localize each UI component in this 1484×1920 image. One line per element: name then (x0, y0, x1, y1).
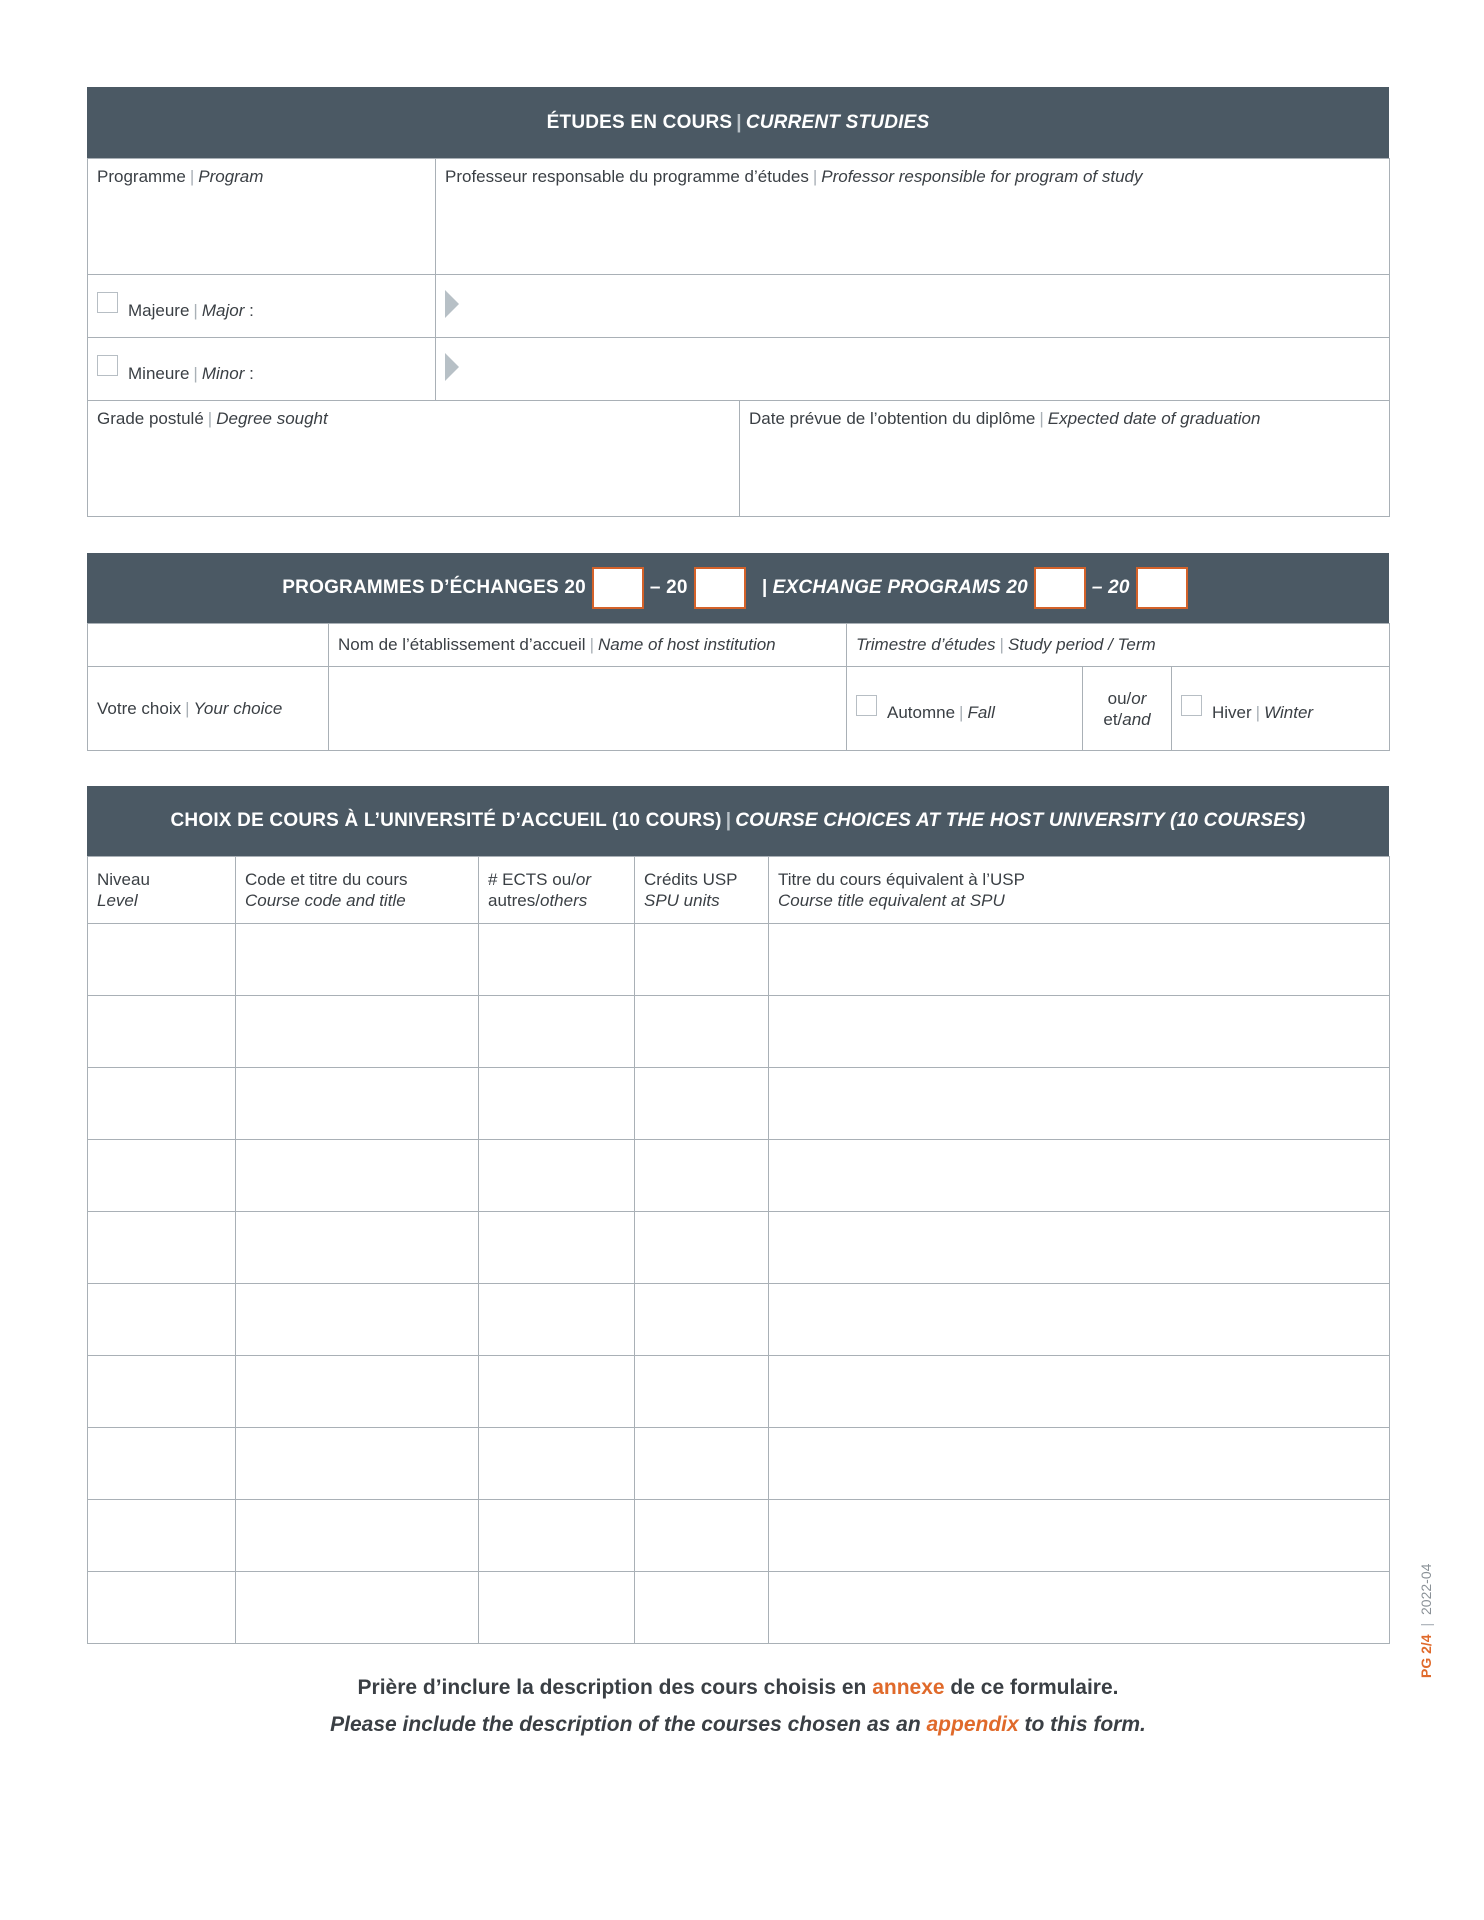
equivalent-title-input[interactable] (769, 996, 1390, 1068)
divider: | (207, 409, 213, 428)
level-input[interactable] (88, 1140, 236, 1212)
title-divider: | (725, 810, 732, 831)
sidebar-divider: | (1418, 1622, 1434, 1627)
fall-option[interactable] (847, 667, 1083, 751)
program-label-en: Program (198, 167, 264, 186)
divider: | (193, 363, 198, 383)
term-label-fr: Trimestre d’études (856, 635, 996, 654)
equivalent-title-input[interactable] (769, 1140, 1390, 1212)
note-en-text: Please include the description of the courses chosen as an (330, 1713, 921, 1736)
program-field[interactable] (88, 159, 436, 275)
current-studies-title-en: CURRENT STUDIES (745, 111, 930, 133)
level-input[interactable] (88, 1212, 236, 1284)
revision-date: 2022-04 (1418, 1563, 1434, 1615)
course-code-input[interactable] (236, 1572, 479, 1644)
winter-label-en: Winter (1264, 702, 1314, 722)
current-studies-table (87, 158, 1390, 517)
appendix-note-fr (87, 1676, 1389, 1700)
current-studies-header (87, 87, 1389, 158)
exchange-table (87, 623, 1390, 751)
winter-checkbox[interactable] (1181, 695, 1202, 716)
your-choice-label (88, 667, 329, 751)
appendix-note-en (87, 1713, 1389, 1737)
spu-credits-input[interactable] (635, 1140, 769, 1212)
spu-credits-input[interactable] (635, 996, 769, 1068)
divider: | (189, 167, 195, 186)
ects-input[interactable] (479, 1500, 635, 1572)
course-row (88, 996, 1390, 1068)
divider: | (1039, 409, 1044, 428)
or-fr: ou/ (1107, 688, 1132, 708)
graduation-label-fr: Date prévue de l’obtention du diplôme (749, 409, 1036, 428)
choice-label-fr: Votre choix (97, 698, 182, 718)
degree-label-fr: Grade postulé (97, 409, 204, 428)
ects-input[interactable] (479, 1284, 635, 1356)
minor-cell (88, 338, 436, 401)
host-institution-header (329, 624, 847, 667)
ects-input[interactable] (479, 1212, 635, 1284)
course-code-input[interactable] (236, 996, 479, 1068)
major-input[interactable] (436, 275, 1390, 338)
course-code-input[interactable] (236, 1212, 479, 1284)
level-input[interactable] (88, 1356, 236, 1428)
col-credits-en: SPU units (644, 891, 720, 910)
course-code-input[interactable] (236, 1500, 479, 1572)
course-row (88, 1500, 1390, 1572)
title-divider: | (736, 111, 742, 133)
col-credits-fr: Crédits USP (644, 870, 738, 889)
spu-credits-input[interactable] (635, 924, 769, 996)
host-label-en: Name of host institution (597, 635, 776, 654)
arrow-right-icon (445, 290, 459, 318)
ects-input[interactable] (479, 1428, 635, 1500)
course-code-input[interactable] (236, 1428, 479, 1500)
spu-credits-input[interactable] (635, 1500, 769, 1572)
and-fr: et/ (1103, 709, 1123, 729)
divider: | (1255, 702, 1261, 722)
course-row (88, 1140, 1390, 1212)
exchange-title-fr: PROGRAMMES D’ÉCHANGES 20 (282, 577, 586, 598)
year-input-4[interactable] (1136, 567, 1188, 609)
exchange-title-en: | EXCHANGE PROGRAMS 20 (761, 577, 1028, 598)
winter-label-fr: Hiver (1212, 702, 1252, 722)
spu-credits-input[interactable] (635, 1572, 769, 1644)
equivalent-title-input[interactable] (769, 1284, 1390, 1356)
year-dash: – 20 (649, 577, 688, 598)
level-input[interactable] (88, 1428, 236, 1500)
equivalent-title-input[interactable] (769, 1500, 1390, 1572)
ects-input[interactable] (479, 1572, 635, 1644)
graduation-label-en: Expected date of graduation (1047, 409, 1261, 428)
spu-credits-input[interactable] (635, 1356, 769, 1428)
fall-checkbox[interactable] (856, 695, 877, 716)
minor-checkbox[interactable] (97, 355, 118, 376)
professor-label-fr: Professeur responsable du programme d’études (445, 167, 809, 186)
ects-input[interactable] (479, 1356, 635, 1428)
course-code-input[interactable] (236, 1284, 479, 1356)
divider: | (959, 702, 964, 722)
or-and-label (1083, 667, 1172, 751)
courses-title-fr: CHOIX DE COURS À L’UNIVERSITÉ D’ACCUEIL (10 COURS) (170, 810, 722, 831)
spu-credits-input[interactable] (635, 1284, 769, 1356)
appendix-link: appendix (926, 1713, 1019, 1736)
ects-input[interactable] (479, 1140, 635, 1212)
fall-label-fr: Automne (887, 702, 956, 722)
spu-credits-input[interactable] (635, 1428, 769, 1500)
divider: | (193, 300, 198, 320)
major-checkbox[interactable] (97, 292, 118, 313)
level-input[interactable] (88, 1068, 236, 1140)
program-label-fr: Programme (97, 167, 186, 186)
course-code-input[interactable] (236, 1356, 479, 1428)
ects-input[interactable] (479, 1068, 635, 1140)
divider: | (999, 635, 1004, 654)
annexe-link: annexe (872, 1676, 945, 1699)
graduation-date-field[interactable] (740, 401, 1390, 517)
course-row (88, 1572, 1390, 1644)
major-cell (88, 275, 436, 338)
course-code-input[interactable] (236, 1068, 479, 1140)
col-equiv-en: Course title equivalent at SPU (778, 891, 1005, 910)
minor-label-en: Minor (201, 363, 245, 383)
minor-label-fr: Mineure (128, 363, 190, 383)
course-row (88, 1428, 1390, 1500)
col-level-en: Level (97, 891, 138, 910)
year-input-1[interactable] (592, 567, 644, 609)
minor-input[interactable] (436, 338, 1390, 401)
equivalent-title-input[interactable] (769, 924, 1390, 996)
colon: : (249, 363, 254, 383)
page-number-sidebar (1418, 1518, 1434, 1678)
page-number: PG 2/4 (1418, 1634, 1434, 1678)
col-code-fr: Code et titre du cours (245, 870, 408, 889)
note-fr-text: Prière d’inclure la description des cours choisis en (357, 1676, 867, 1699)
equivalent-title-input[interactable] (769, 1428, 1390, 1500)
level-input[interactable] (88, 1284, 236, 1356)
equivalent-title-input[interactable] (769, 1068, 1390, 1140)
exchange-header (87, 553, 1389, 623)
empty-cell (88, 624, 329, 667)
major-label-fr: Majeure (128, 300, 190, 320)
ects-input[interactable] (479, 924, 635, 996)
ects-input[interactable] (479, 996, 635, 1068)
col-ects (479, 857, 635, 924)
level-input[interactable] (88, 1500, 236, 1572)
study-period-header (847, 624, 1390, 667)
choice-label-en: Your choice (193, 698, 283, 718)
course-code-input[interactable] (236, 1140, 479, 1212)
course-code-input[interactable] (236, 924, 479, 996)
divider: | (812, 167, 818, 186)
col-ects-en2: others (539, 891, 588, 910)
degree-label-en: Degree sought (216, 409, 328, 428)
winter-option[interactable] (1172, 667, 1390, 751)
term-label-en: Study period / Term (1007, 635, 1156, 654)
col-level (88, 857, 236, 924)
professor-label-en: Professor responsible for program of study (821, 167, 1143, 186)
course-row (88, 1212, 1390, 1284)
course-choices-header (87, 786, 1389, 856)
and-en: and (1122, 709, 1151, 729)
or-en: or (1131, 688, 1147, 708)
course-row (88, 924, 1390, 996)
col-ects-fr2: autres/ (488, 891, 540, 910)
degree-field[interactable] (88, 401, 740, 517)
course-row (88, 1356, 1390, 1428)
col-equiv-fr: Titre du cours équivalent à l’USP (778, 870, 1025, 889)
year-input-3[interactable] (1034, 567, 1086, 609)
host-institution-input[interactable] (329, 667, 847, 751)
equivalent-title-input[interactable] (769, 1212, 1390, 1284)
divider: | (185, 698, 190, 718)
courses-title-en: COURSE CHOICES AT THE HOST UNIVERSITY (10 COURSES) (735, 810, 1306, 831)
equivalent-title-input[interactable] (769, 1572, 1390, 1644)
course-header-row (88, 857, 1390, 924)
level-input[interactable] (88, 996, 236, 1068)
current-studies-title-fr: ÉTUDES EN COURS (546, 111, 733, 133)
divider: | (589, 635, 594, 654)
note-en-text-end: to this form. (1024, 1713, 1146, 1736)
major-label-en: Major (201, 300, 245, 320)
note-fr-text-end: de ce formulaire. (950, 1676, 1119, 1699)
col-course-code (236, 857, 479, 924)
course-row (88, 1284, 1390, 1356)
spu-credits-input[interactable] (635, 1068, 769, 1140)
col-ects-fr: # ECTS ou/ (488, 870, 576, 889)
fall-label-en: Fall (967, 702, 995, 722)
level-input[interactable] (88, 1572, 236, 1644)
arrow-right-icon (445, 353, 459, 381)
equivalent-title-input[interactable] (769, 1356, 1390, 1428)
year-dash: – 20 (1091, 577, 1130, 598)
spu-credits-input[interactable] (635, 1212, 769, 1284)
colon: : (249, 300, 254, 320)
year-input-2[interactable] (694, 567, 746, 609)
col-code-en: Course code and title (245, 891, 406, 910)
col-ects-or: or (575, 870, 591, 889)
professor-field[interactable] (436, 159, 1390, 275)
level-input[interactable] (88, 924, 236, 996)
col-equivalent-title (769, 857, 1390, 924)
host-label-fr: Nom de l’établissement d’accueil (338, 635, 586, 654)
course-row (88, 1068, 1390, 1140)
col-level-fr: Niveau (97, 870, 150, 889)
col-spu-credits (635, 857, 769, 924)
course-choices-table (87, 856, 1390, 1644)
